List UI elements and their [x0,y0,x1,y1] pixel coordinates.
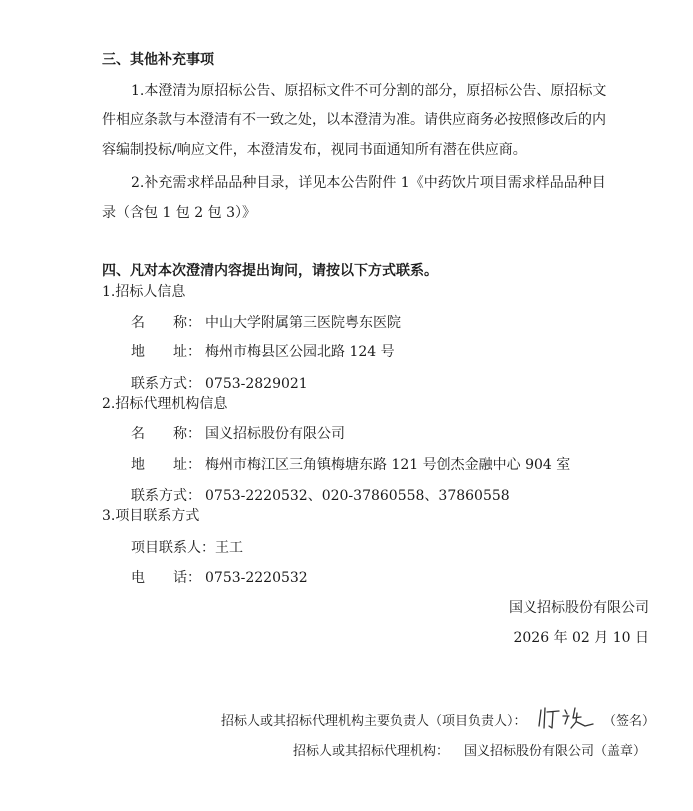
project-phone-label: 电 话： [131,570,201,586]
sign-line-suffix: （签名） [603,714,656,729]
buyer-address-label: 地 址： [131,344,201,360]
agency-address: 梅州市梅江区三角镇梅塘东路 121 号创杰金融中心 904 室 [205,457,571,473]
project-phone: 0753-2220532 [205,570,308,586]
buyer-title: 1.招标人信息 [102,284,186,300]
agency-contact-label: 联系方式： [131,488,201,504]
buyer-address: 梅州市梅县区公园北路 124 号 [205,344,395,360]
agency-title: 2.招标代理机构信息 [102,396,228,412]
buyer-contact-row [131,375,308,393]
project-person-label: 项目联系人： [131,540,215,556]
agency-name-label: 名 称： [131,426,201,442]
handwritten-signature [535,704,597,734]
buyer-address-row [131,343,395,361]
section-3-p2-line2: 录（含包 1 包 2 包 3）》 [102,205,256,221]
seal-line-label: 招标人或其招标代理机构： [293,744,450,759]
project-person-row [131,539,243,557]
agency-name-row [131,425,345,443]
footer-company: 国义招标股份有限公司 [509,600,649,616]
agency-address-label: 地 址： [131,457,201,473]
agency-address-row [131,456,570,474]
agency-contact-row [131,487,510,505]
project-person: 王工 [215,540,243,556]
section-3-p1-line1: 1.本澄清为原招标公告、原招标文件不可分割的部分，原招标公告、原招标文 [131,83,607,99]
agency-name: 国义招标股份有限公司 [205,426,345,442]
buyer-name-label: 名 称： [131,315,201,331]
buyer-name-row [131,314,401,332]
agency-contact: 0753-2220532、020-37860558、37860558 [205,488,510,504]
sign-line-prefix: 招标人或其招标代理机构主要负责人（项目负责人）： [221,714,527,729]
buyer-contact-label: 联系方式： [131,376,201,392]
section-3-p1-line3: 容编制投标/响应文件，本澄清发布，视同书面通知所有潜在供应商。 [102,142,527,158]
seal-line-company: 国义招标股份有限公司（盖章） [464,744,647,759]
buyer-name: 中山大学附属第三医院粤东医院 [205,315,401,331]
project-title: 3.项目联系方式 [102,508,200,524]
buyer-contact: 0753-2829021 [205,376,308,392]
section-3-heading: 三、其他补充事项 [102,52,214,68]
section-3-p2-line1: 2.补充需求样品品种目录，详见本公告附件 1《中药饮片项目需求样品品种目 [131,175,606,191]
section-4-heading: 四、凡对本次澄清内容提出询问，请按以下方式联系。 [102,263,438,279]
footer-date: 2026 年 02 月 10 日 [513,630,649,646]
project-phone-row [131,569,308,587]
section-3-p1-line2: 件相应条款与本澄清有不一致之处，以本澄清为准。请供应商务必按照修改后的内 [102,112,606,128]
